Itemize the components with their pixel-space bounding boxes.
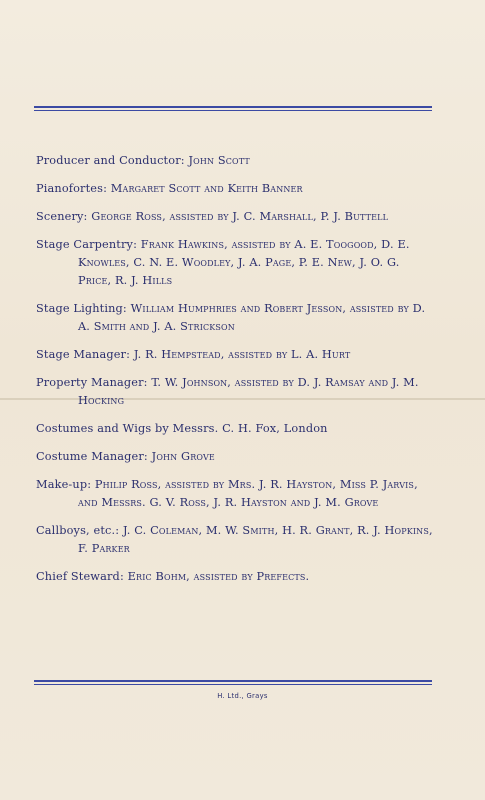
credit-property-manager	[36, 374, 436, 410]
credit-role: Chief Steward:	[36, 570, 124, 583]
credit-names: George Ross, assisted by J. C. Marshall, P. J. Buttell	[91, 210, 389, 223]
credit-names: Philip Ross, assisted by Mrs. J. R. Hayston, Miss P. Jarvis, and Messrs. G. V. Ross, J. R. Hayston and J. M. Grove	[78, 478, 418, 509]
credit-role: Stage Lighting:	[36, 302, 127, 315]
credit-scenery	[36, 208, 436, 226]
printer-imprint: H. Ltd., Grays	[217, 692, 268, 700]
credit-role: Property Manager:	[36, 376, 148, 389]
credit-role: Costume Manager:	[36, 450, 148, 463]
credit-names: J. C. Coleman, M. W. Smith, H. R. Grant, R. J. Hopkins, F. Parker	[78, 524, 433, 555]
credit-costumes	[36, 420, 436, 438]
credit-role: Stage Manager:	[36, 348, 131, 361]
credit-costume-manager	[36, 448, 436, 466]
credit-role: Pianofortes:	[36, 182, 108, 195]
credit-producer	[36, 152, 436, 170]
bottom-double-rule	[34, 680, 432, 685]
credit-names: T. W. Johnson, assisted by D. J. Ramsay and J. M. Hocking	[78, 376, 419, 407]
credit-role: Callboys, etc.:	[36, 524, 120, 537]
credit-names: John Grove	[151, 450, 215, 463]
credits-list	[36, 152, 436, 596]
credit-names: J. R. Hempstead, assisted by L. A. Hurt	[133, 348, 351, 361]
credit-names: Frank Hawkins, assisted by A. E. Toogood, D. E. Knowles, C. N. E. Woodley, J. A. Page, P. E. New, J. O. G. Price, R. J. Hills	[78, 238, 410, 287]
top-double-rule	[34, 106, 432, 111]
credit-make-up	[36, 476, 436, 512]
credit-names: Margaret Scott and Keith Banner	[110, 182, 303, 195]
credit-names: William Humphries and Robert Jesson, assisted by D. A. Smith and J. A. Strickson	[78, 302, 426, 333]
credit-callboys	[36, 522, 436, 558]
credit-pianofortes	[36, 180, 436, 198]
credit-stage-carpentry	[36, 236, 436, 290]
credit-chief-steward	[36, 568, 436, 586]
credit-role: Costumes and Wigs by Messrs. C. H. Fox, London	[36, 422, 328, 435]
credit-names: Eric Bohm, assisted by Prefects.	[127, 570, 310, 583]
credit-role: Make-up:	[36, 478, 92, 491]
credit-role: Scenery:	[36, 210, 88, 223]
credit-role: Stage Carpentry:	[36, 238, 138, 251]
credit-names: John Scott	[188, 154, 250, 167]
credit-stage-lighting	[36, 300, 436, 336]
credit-stage-manager	[36, 346, 436, 364]
credit-role: Producer and Conductor:	[36, 154, 185, 167]
